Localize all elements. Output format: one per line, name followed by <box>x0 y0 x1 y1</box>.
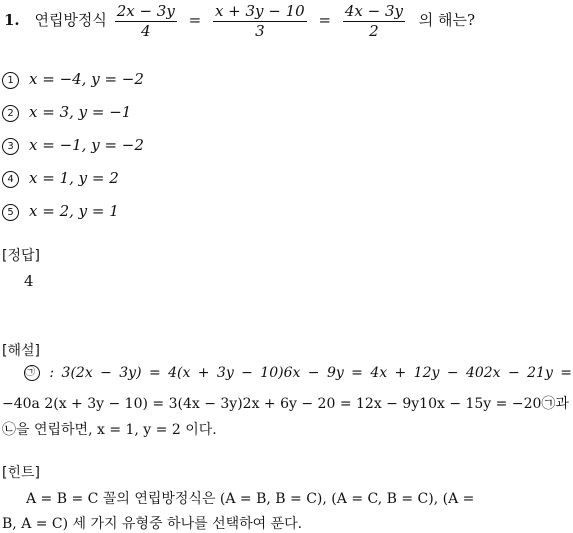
choice-marker: 2 <box>2 105 19 122</box>
question-lead: 연립방정식 <box>34 11 107 29</box>
fraction-2 <box>213 3 307 40</box>
choice-marker: 4 <box>2 171 19 188</box>
choice-text: x = 3, y = −1 <box>29 103 132 121</box>
fraction-1-numerator: 2x − 3y <box>116 1 175 20</box>
choice-text: x = −4, y = −2 <box>29 70 144 88</box>
explanation-heading: [해설] <box>2 343 40 359</box>
fraction-1-denominator: 4 <box>140 21 151 40</box>
answer-value: 4 <box>24 272 34 290</box>
equals-sign: = <box>188 11 202 29</box>
choice-marker: 5 <box>2 204 19 221</box>
fraction-2-numerator: x + 3y − 10 <box>214 1 305 20</box>
question-tail: 의 해는? <box>418 11 476 29</box>
choice-4[interactable] <box>2 169 119 188</box>
fraction-3-denominator: 2 <box>369 21 379 40</box>
fraction-3 <box>343 3 405 40</box>
choice-3[interactable] <box>2 136 144 155</box>
fraction-1 <box>115 3 177 40</box>
explanation-line-3: ㉡을 연립하면, x = 1, y = 2 이다. <box>2 422 217 438</box>
choice-marker: 1 <box>2 72 19 89</box>
hint-line-2: B, A = C) 세 가지 유형중 하나를 선택하여 푼다. <box>2 516 303 532</box>
hint-line-1: A = B = C 꼴의 연립방정식은 (A = B, B = C), (A = C, B = C), (A = <box>26 491 475 507</box>
choice-1[interactable] <box>2 70 144 89</box>
fraction-3-numerator: 4x − 3y <box>344 1 403 20</box>
fraction-2-denominator: 3 <box>255 21 265 40</box>
equals-sign: = <box>318 11 332 29</box>
choice-text: x = 2, y = 1 <box>29 202 119 220</box>
choice-marker: 3 <box>2 138 19 155</box>
explanation-line-1 <box>2 365 572 381</box>
hint-heading: [힌트] <box>2 465 40 481</box>
answer-heading: [정답] <box>2 248 40 264</box>
explanation-line-2: −40a 2(x + 3y − 10) = 3(4x − 3y)2x + 6y − 20 = 12x − 9y10x − 15y = −20㉠과 <box>2 396 569 412</box>
circled-giyeok-marker: ㉠ <box>24 365 40 381</box>
question-number: 1. <box>4 11 20 29</box>
question <box>4 0 475 40</box>
choice-2[interactable] <box>2 103 131 122</box>
choice-text: x = −1, y = −2 <box>29 136 144 154</box>
choice-5[interactable] <box>2 202 119 221</box>
explanation-line-1-text: : 3(2x − 3y) = 4(x + 3y − 10)6x − 9y = 4x + 12y − 402x − 21y = <box>49 365 572 381</box>
choice-text: x = 1, y = 2 <box>29 169 119 187</box>
